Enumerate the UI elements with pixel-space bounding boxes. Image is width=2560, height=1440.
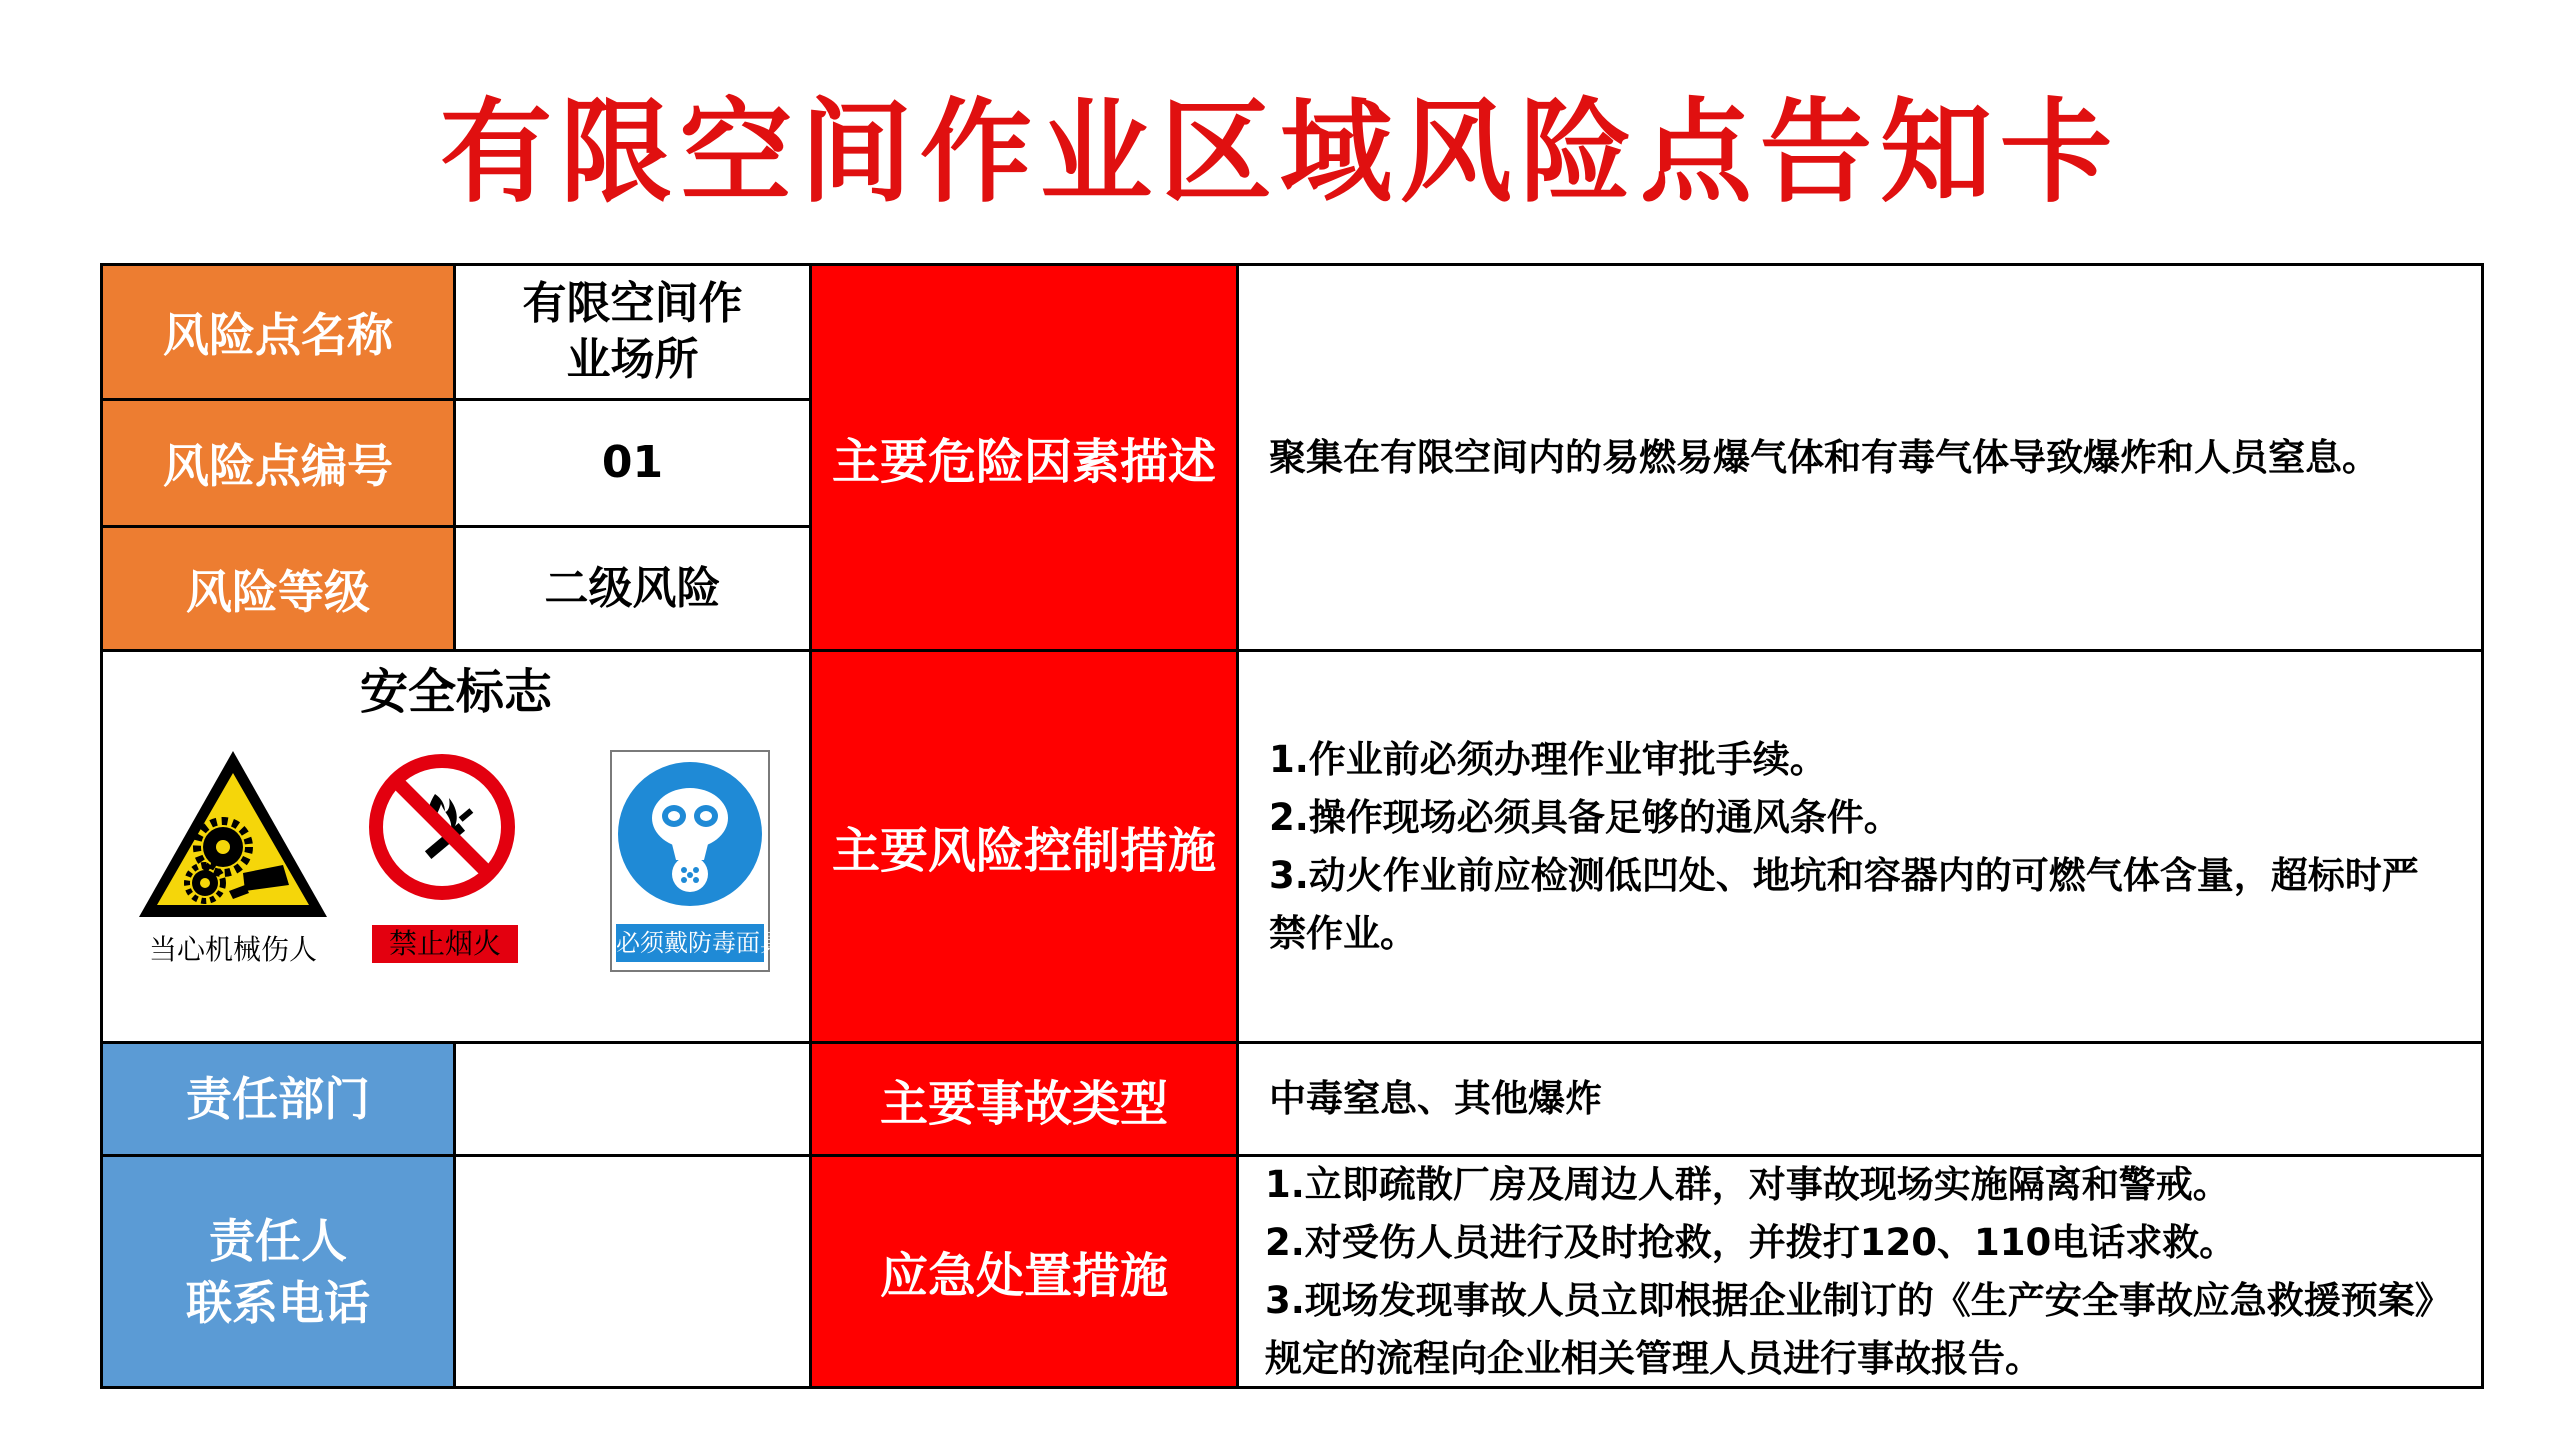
sign-caption-no-fire: 禁止烟火 xyxy=(372,925,518,963)
accident-label: 主要事故类型 xyxy=(809,1041,1239,1157)
contact-label-line2: 联系电话 xyxy=(186,1275,370,1330)
risk-name-value: 有限空间作业场所 xyxy=(453,263,812,401)
emergency-line: 2.对受伤人员进行及时抢救，并拨打120、110电话求救。 xyxy=(1265,1220,2237,1264)
department-label: 责任部门 xyxy=(100,1041,456,1157)
control-line: 3.动火作业前应检测低凹处、地坑和容器内的可燃气体含量，超标时严 xyxy=(1269,853,2419,897)
contact-value xyxy=(453,1154,812,1389)
emergency-label: 应急处置措施 xyxy=(809,1154,1239,1389)
control-label: 主要风险控制措施 xyxy=(809,649,1239,1044)
no-fire-smoking-icon xyxy=(367,752,517,902)
control-line: 禁作业。 xyxy=(1269,911,1417,955)
risk-level-value: 二级风险 xyxy=(453,525,812,652)
sign-caption-gas-mask: 必须戴防毒面具 xyxy=(616,924,764,962)
department-value xyxy=(453,1041,812,1157)
risk-code-value: 01 xyxy=(453,398,812,528)
emergency-measures xyxy=(1236,1154,2484,1389)
contact-label-line1: 责任人 xyxy=(209,1213,347,1268)
gas-mask-required-icon xyxy=(610,750,784,972)
control-line: 2.操作现场必须具备足够的通风条件。 xyxy=(1269,795,1901,839)
mechanical-injury-warning-icon xyxy=(133,745,333,925)
risk-code-label: 风险点编号 xyxy=(100,398,456,528)
contact-label xyxy=(100,1154,456,1389)
control-measures xyxy=(1236,649,2484,1044)
risk-name-label: 风险点名称 xyxy=(100,263,456,401)
emergency-line: 1.立即疏散厂房及周边人群，对事故现场实施隔离和警戒。 xyxy=(1265,1162,2230,1206)
emergency-line: 规定的流程向企业相关管理人员进行事故报告。 xyxy=(1265,1336,2042,1380)
sign-caption-mechanical: 当心机械伤人 xyxy=(148,933,317,966)
hazard-text: 聚集在有限空间内的易燃易爆气体和有毒气体导致爆炸和人员窒息。 xyxy=(1236,263,2484,652)
control-line: 1.作业前必须办理作业审批手续。 xyxy=(1269,737,1827,781)
emergency-line: 3.现场发现事故人员立即根据企业制订的《生产安全事故应急救援预案》 xyxy=(1265,1278,2452,1322)
card-title: 有限空间作业区域风险点告知卡 xyxy=(440,88,2120,218)
safety-signs-title: 安全标志 xyxy=(359,664,552,720)
hazard-label: 主要危险因素描述 xyxy=(809,263,1239,652)
risk-level-label: 风险等级 xyxy=(100,525,456,652)
accident-text: 中毒窒息、其他爆炸 xyxy=(1236,1041,2484,1157)
